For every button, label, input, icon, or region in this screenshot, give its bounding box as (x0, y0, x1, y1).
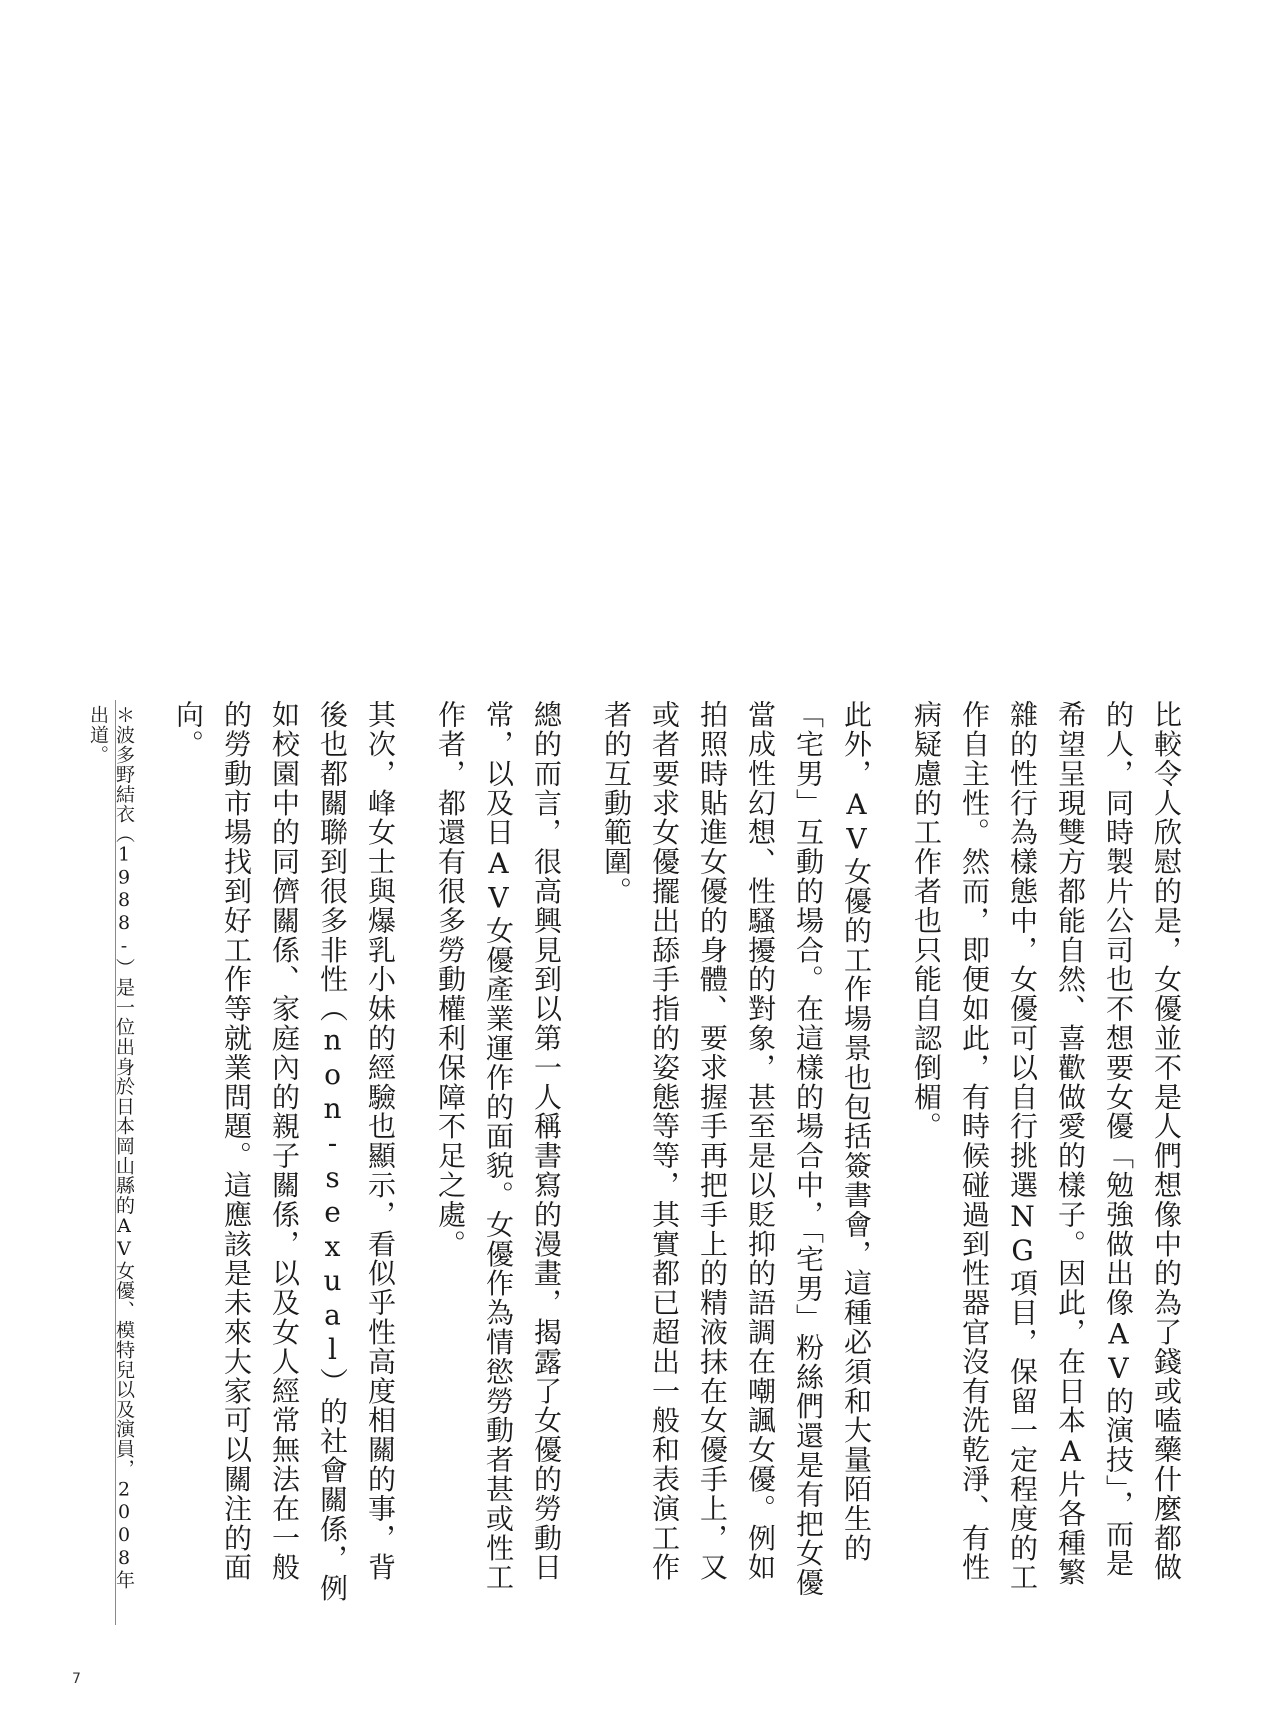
page-number: 7 (72, 1671, 81, 1687)
paragraph-1: 比較令人欣慰的是，女優並不是人們想像中的為了錢或嗑藥什麼都做的人，同時製片公司也不想要女優「勉強做出像AV的演技」，而是希望呈現雙方都能自然、喜歡做愛的樣子。因此，在日本A片各種繁雜的性行為樣態中，女優可以自行挑選NG項目，保留一定程度的工作自主性。然而，即便如此，有時候碰過到性器官沒有洗乾淨、有性病疑慮的工作者也只能自認倒楣。 (910, 700, 1183, 1592)
main-text (164, 700, 1190, 1605)
paragraph-2: 此外，AV女優的工作場景也包括簽書會，這種必須和大量陌生的「宅男」互動的場合。在這樣的場合中，「宅男」粉絲們還是有把女優當成性幻想、性騷擾的對象，甚至是以貶抑的語調在嘲諷女優。例如拍照時貼進女優的身體、要求握手再把手上的精液抹在女優手上，又或者要求女優擺出舔手指的姿態等等，其實都已超出一般和表演工作者的互動範圍。 (600, 700, 873, 1598)
footnote: ＊波多野結衣（1988-）是一位出身於日本岡山縣的AV女優、模特兒以及演員，2008年出道。 (87, 705, 135, 1590)
paragraph-3: 總的而言，很高興見到以第一人稱書寫的漫畫，揭露了女優的勞動日常，以及日AV女優產業運作的面貌。女優作為情慾勞動者甚或性工作者，都還有很多勞動權利保障不足之處。 (434, 700, 563, 1592)
paragraph-4: 其次，峰女士與爆乳小妹的經驗也顯示，看似乎性高度相關的事，背後也都關聯到很多非性（non-sexual）的社會關係，例如校園中的同儕關係、家庭內的親子關係，以及女人經常無法在一般的勞動市場找到好工作等就業問題。這應該是未來大家可以關注的面向。 (172, 700, 397, 1603)
